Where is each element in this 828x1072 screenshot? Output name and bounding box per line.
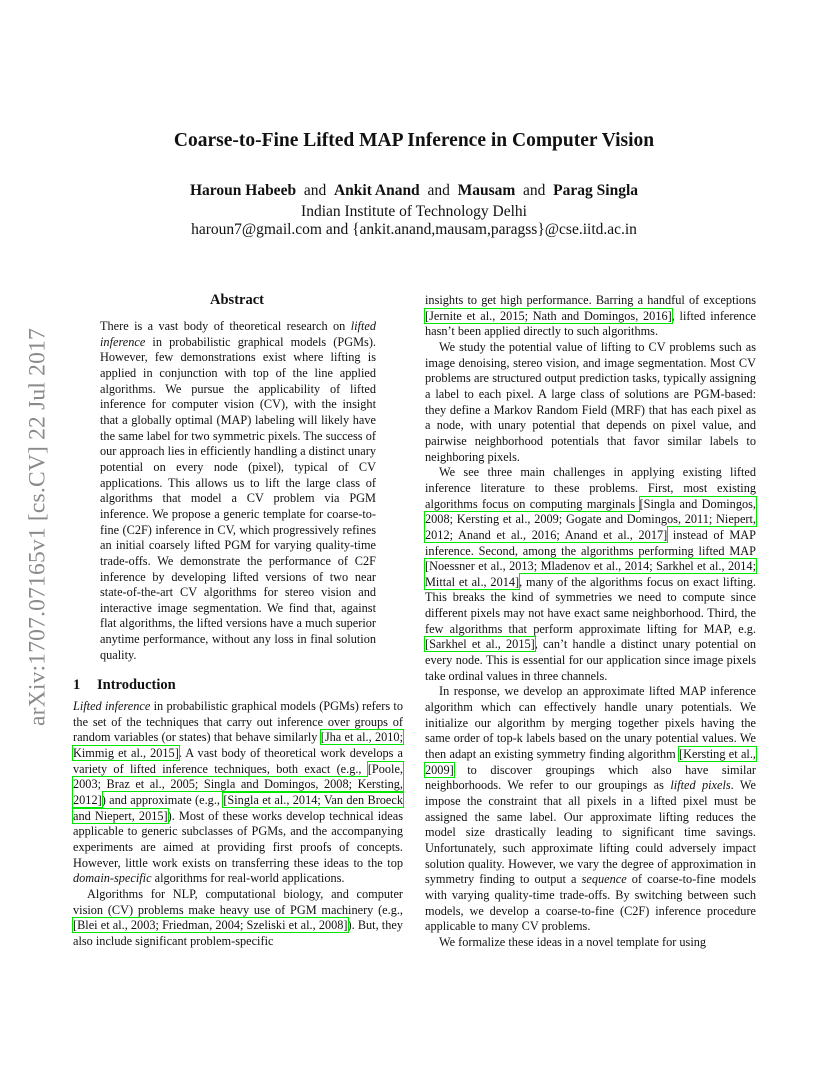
body-emphasis: lifted pixels (670, 778, 731, 793)
intro-text: ) and approximate (e.g., (101, 792, 224, 807)
body-text: We formalize these ideas in a novel template for using (439, 934, 707, 949)
abstract-text: There is a vast body of theoretical research on (100, 319, 346, 333)
affiliation: Indian Institute of Technology Delhi (301, 203, 527, 220)
citation-link[interactable]: [Noessner et al., 2013; Mladenov et al., 2014; Sarkhel et al., 2014; Mittal et al., 2014] (425, 559, 756, 589)
section-number: 1 (73, 677, 81, 693)
body-text: In response, we develop an approximate lifted MAP inference algorithm which can effectively handle unary potentials. We initialize our algorithm by merging together pixels having the same order of top-k labels based on the unary potential values. We then adapt an existing symmetry finding algorithm (425, 684, 756, 762)
body-text: to discover groupings which also have similar neighborhoods. We refer to our groupings as (425, 762, 756, 793)
author-name: Parag Singla (553, 182, 638, 199)
arxiv-id-text: arXiv:1707.07165v1 [cs.CV] 22 Jul 2017 (24, 328, 51, 726)
body-text: , can’t handle a distinct unary potential on every node. This is essential for our application since image pixels take ordinal values in three channels. (425, 637, 756, 683)
body-text: We see three main challenges in applying existing lifted inference literature to these problems. First, most existing algorithms focus on computing marginals (425, 465, 756, 511)
author-list (0, 182, 828, 200)
citation-link[interactable]: [Kersting et al., 2009] (425, 747, 756, 777)
author-separator: and (523, 182, 546, 199)
citation-link[interactable]: [Sarkhel et al., 2015] (425, 637, 535, 652)
body-text: of coarse-to-fine models with varying quality-time trade-offs. By switching between such models, we develop a coarse-to-fine (C2F) inference procedure applicable to many CV problems. (425, 872, 756, 934)
body-text: . We impose the constraint that all pixels in a lifted pixel must be assigned the same label. Our approximate lifting reduces the model size drastically leading to significant time savings. Unfortunately, such approximate lifting could adversely impact solution quality. However, we vary the degree of approximation in symmetry finding to output a (425, 778, 756, 887)
body-text: , lifted inference hasn’t been applied directly to such algorithms. (425, 308, 756, 339)
abstract-emphasis: lifted inference (100, 319, 376, 349)
author-name: Haroun Habeeb (189, 182, 297, 199)
abstract-text: in probabilistic graphical models (PGMs). However, few demonstrations exist where lifting is applied in conjunction with top of the line applied algorithms. We pursue the applicability of lifted inference for computer vision (CV), with the insight that a globally optimal (MAP) labeling will likely have the same label for two symmetric pixels. The success of our approach lies in efficiently handling a distinct unary potential on every node (pixel), typical of CV applications. This allows us to lift the large class of algorithms that model a CV problem via PGM inference. We propose a generic template for coarse-to-fine (C2F) inference in CV, which progressively refines an initial coarsely lifted PGM for varying quality-time trade-offs. We demonstrate the performance of C2F inference by developing lifted versions of two near state-of-the-art CV algorithms for stereo vision and interactive image segmentation. We find that, against flat algorithms, the lifted versions have a much superior anytime performance, without any loss in final solution quality. (100, 334, 376, 662)
author-separator: and (427, 182, 450, 199)
citation-link[interactable]: [Blei et al., 2003; Friedman, 2004; Szeliski et al., 2008] (73, 918, 348, 933)
section-heading-introduction (73, 677, 176, 694)
section-title: Introduction (97, 677, 176, 693)
introduction-body (73, 699, 403, 950)
author-name: Ankit Anand (333, 182, 420, 199)
paper-title: Coarse-to-Fine Lifted MAP Inference in Computer Vision (173, 130, 655, 151)
intro-emphasis: Lifted inference (73, 699, 151, 713)
body-text: instead of MAP inference. Second, among the algorithms performing lifted MAP (425, 527, 757, 558)
body-text: , many of the algorithms focus on exact lifting. This breaks the kind of symmetries we need to compute since different pixels may not have exact same neighborhood. Third, the few algorithms that perform approximate lifting for MAP, e.g. (425, 574, 756, 636)
abstract-heading: Abstract (210, 292, 264, 308)
intro-text: algorithms for real-world applications. (151, 871, 345, 886)
body-emphasis: sequence (581, 872, 627, 887)
author-separator: and (303, 182, 327, 199)
citation-link[interactable]: [Poole, 2003; Braz et al., 2005; Singla and Domingos, 2008; Kersting, 2012] (73, 761, 403, 807)
intro-text: in probabilistic graphical models (PGMs) refers to the set of the techniques that carry out inference over groups of random variables (or states) that behave similarly (73, 699, 403, 745)
body-text: insights to get high performance. Barring a handful of exceptions (425, 293, 756, 307)
arxiv-identifier-stamp (24, 294, 52, 760)
intro-text: ). Most of these works develop technical ideas applicable to generic subclasses of PGMs, and the accompanying experiments are aimed at providing first proofs of concepts. However, little work exists on transferring these ideas to the top (73, 808, 403, 870)
citation-link[interactable]: [Jha et al., 2010; Kimmig et al., 2015] (73, 730, 403, 760)
citation-link[interactable]: [Singla and Domingos, 2008; Kersting et al., 2009; Gogate and Domingos, 2011; Niepert, 2012; Anand et al., 2016; Anand et al., 2017] (425, 496, 756, 542)
citation-link[interactable]: [Singla et al., 2014; Van den Broeck and Niepert, 2015] (73, 792, 403, 823)
intro-text: Algorithms for NLP, computational biology, and computer vision (CV) problems make heavy use of PGM machinery (e.g., (73, 886, 403, 917)
intro-text: . A vast body of theoretical work develops a variety of lifted inference techniques, both exact (e.g., (73, 745, 403, 776)
citation-link[interactable]: [Jernite et al., 2015; Nath and Domingos, 2016] (425, 308, 672, 323)
right-column-body (425, 293, 756, 951)
abstract-body (100, 319, 376, 663)
author-name: Mausam (457, 182, 516, 199)
intro-text: ). But, they also include significant problem-specific (73, 918, 403, 948)
body-text: We study the potential value of lifting to CV problems such as image denoising, stereo vision, and image segmentation. Most CV problems are structured output prediction tasks, typically assigning a label to each pixel. A large class of solutions are PGM-based: they define a Markov Random Field (MRF) that has each pixel as a node, with unary potential that depends on pixel value, and pairwise neighborhood potentials that favor similar labels to neighboring pixels. (425, 339, 756, 464)
intro-emphasis: domain-specific (73, 871, 152, 886)
author-emails: haroun7@gmail.com and {ankit.anand,mausam,paragss}@cse.iitd.ac.in (191, 221, 637, 238)
